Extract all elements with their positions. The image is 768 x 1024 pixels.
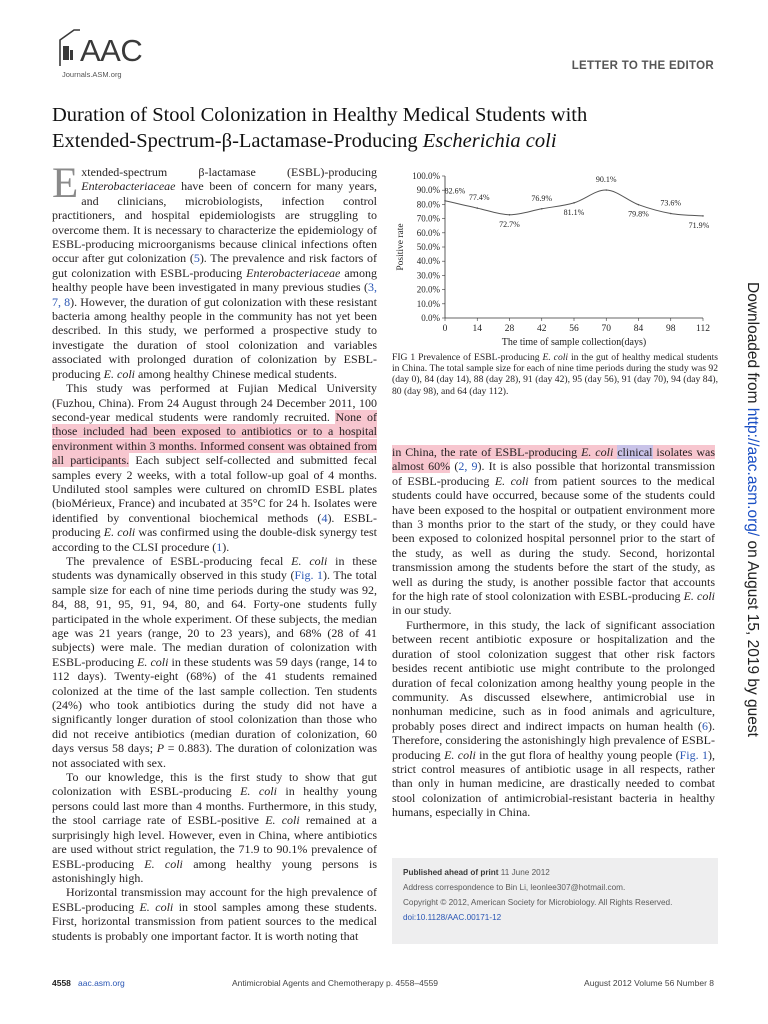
line-chart	[392, 168, 718, 353]
y-tick-label: 0.0%	[421, 313, 440, 323]
reference-link[interactable]: 1	[216, 539, 223, 554]
drop-cap: E	[52, 160, 79, 207]
data-point	[509, 214, 511, 216]
data-label: 76.9%	[531, 193, 553, 203]
copyright-notice: Copyright © 2012, American Society for Microbiology. All Rights Reserved.	[403, 898, 673, 907]
reference-link[interactable]: 2, 9	[458, 459, 478, 474]
data-label: 90.1%	[595, 175, 617, 185]
paragraph: Furthermore, in this study, the lack of significant association between recent antibiotic exposure or hospitalization and the duration of stool colonization suggest that other risk factors besides recent antibiotic use might contribute to the prolonged duration of fecal colonization among healthy young people in the community. As discussed elsewhere, antimicrobial use in nonhuman medicine, such as in food animals and agriculture, probably poses direct and indirect impacts on human health (6). Therefore, considering the astonishingly high prevalence of ESBL-producing E. coli in the gut flora of healthy young people (Fig. 1), strict control measures of antibiotic usage in all respects, rather than only in human medicine, are drastically needed to combat stool colonization of antimicrobial-resistant bacteria in healthy humans, especially in China.	[392, 617, 716, 820]
section-label: LETTER TO THE EDITOR	[571, 60, 714, 72]
logo-subtitle: Journals.ASM.org	[62, 70, 122, 79]
y-tick-label: 60.0%	[416, 227, 440, 238]
title-line-1: Duration of Stool Colonization in Healthy Medical Students with	[52, 104, 588, 126]
publication-info-box	[392, 858, 718, 944]
x-tick-label: 28	[504, 324, 515, 334]
footer-journal: Antimicrobial Agents and Chemotherapy p. 4558–4559	[232, 978, 439, 988]
y-tick-label: 10.0%	[416, 298, 440, 309]
reference-link[interactable]: 5	[193, 251, 200, 266]
doi-link[interactable]: doi:10.1128/AAC.00171-12	[403, 913, 502, 922]
y-tick-label: 80.0%	[416, 199, 440, 210]
data-point	[444, 200, 446, 202]
published-ahead-line: Published ahead of print 11 June 2012	[403, 868, 550, 877]
y-tick-label: 20.0%	[416, 284, 440, 295]
correspondence-address: Address correspondence to Bin Li, leonlee307@hotmail.com.	[403, 883, 626, 892]
reference-link[interactable]: 3, 7, 8	[52, 280, 377, 309]
figure-1	[392, 168, 718, 353]
paragraph: The prevalence of ESBL-producing fecal E. coli in these students was dynamically observed in this study (Fig. 1). The total sample size for each of nine time periods during the study was 92, 84, 88, 91, 95, 91, 94, 80, and 64. Forty-one students fully participated in the whole experiment. Of these subjects, the median age was 21 years (range, 20 to 23 years), and 68% (28 of 41 subjects) were male. The median duration of colonization with ESBL-producing E. coli in these students was 59 days (range, 14 to 112 days). Twenty-eight (68%) of the 41 students remained colonized at the time of the last sample collection. Ten students (24%) who took antibiotics during the study did not have a significantly longer duration of stool colonization than those who did not receive antibiotics (median duration of colonization, 60 days versus 58 days; P = 0.883). The duration of colonization was not associated with sex.	[52, 553, 377, 770]
data-label: 81.1%	[563, 207, 585, 217]
x-tick-label: 0	[442, 324, 448, 334]
footer-left	[52, 978, 125, 988]
footer-issue: August 2012 Volume 56 Number 8	[584, 978, 714, 988]
figure-caption: FIG 1 Prevalence of ESBL-producing E. coli in the gut of healthy medical students in China. The total sample size for each of nine time periods during the study was 92 (day 0), 84 (day 14), 88 (day 28), 91 (day 42), 95 (day 56), 91 (day 70), 94 (day 84), 80 (day 98), and 64 (day 112).	[392, 352, 719, 397]
x-tick-label: 70	[601, 324, 611, 334]
x-tick-label: 84	[633, 324, 644, 334]
data-point	[638, 204, 640, 206]
y-tick-label: 40.0%	[416, 256, 440, 267]
data-label: 73.6%	[660, 198, 682, 208]
x-tick-label: 56	[569, 324, 579, 334]
logo-bracket-icon	[52, 26, 82, 70]
data-label: 71.9%	[688, 220, 710, 230]
y-tick-label: 100.0%	[412, 171, 440, 181]
left-column	[52, 160, 378, 943]
data-point	[476, 207, 478, 209]
paragraph: in China, the rate of ESBL-producing E. coli clinical isolates was almost 60% (2, 9). It is also possible that horizontal transmission of ESBL-producing E. coli from patient sources to the medical students could have occurred, because some of the students could have been exposed to the hospital or outpatient environment more than 3 months prior to the start of the study, or they could have been exposed to colonized hospital personnel prior to the start of the study, as well as during the study. Second, horizontal transmission among the students before the start of the study, as well as during the study, is another possible factor that accounts for the high rate of stool colonization with ESBL-producing E. coli in our study.	[392, 445, 716, 618]
paragraph: Horizontal transmission may account for the high prevalence of ESBL-producing E. coli in stool samples among these students. First, horizontal transmission from patient sources to the medical students is probably one important factor. It is worth noting that	[52, 885, 377, 943]
page-number: 4558	[52, 978, 71, 988]
title-line-2: Extended-Spectrum-β-Lactamase-Producing Escherichia coli	[52, 130, 557, 152]
highlighted-word: clinical	[617, 445, 653, 459]
article-title	[52, 102, 712, 154]
data-point	[702, 215, 704, 217]
download-notice: Downloaded from http://aac.asm.org/ on August 15, 2019 by guest	[744, 282, 761, 737]
data-point	[541, 208, 543, 210]
data-label: 77.4%	[468, 193, 490, 203]
caption-label: FIG 1	[392, 352, 416, 363]
highlighted-text: None of those included had been exposed to antibiotics or to a hospital environment within 3 months. Informed consent was obtained from all participants.	[52, 409, 377, 468]
x-tick-label: 112	[696, 324, 710, 334]
right-column	[392, 445, 715, 820]
x-axis-title: The time of sample collection(days)	[501, 337, 647, 348]
figure-link[interactable]: Fig. 1	[679, 747, 709, 762]
data-point	[573, 202, 575, 204]
journal-logo	[52, 26, 142, 82]
data-label: 79.8%	[628, 209, 649, 219]
reference-link[interactable]: 6	[702, 718, 708, 733]
x-tick-label: 98	[666, 324, 676, 334]
x-tick-label: 42	[537, 324, 547, 334]
y-axis-title: Positive rate	[396, 223, 406, 271]
download-link[interactable]: http://aac.asm.org/	[744, 407, 761, 537]
data-label: 72.7%	[499, 219, 520, 229]
paragraph: To our knowledge, this is the first study to show that gut colonization with ESBL-producing E. coli in healthy young persons could last more than 4 months. Furthermore, in this study, the stool carriage rate of ESBL-positive E. coli remained at a surprisingly high level. However, even in China, where antibiotics are used without strict regulation, the 71.9 to 90.1% prevalence of ESBL-producing E. coli among healthy young persons is astonishingly high.	[52, 770, 378, 885]
data-point	[670, 213, 672, 215]
download-watermark	[741, 282, 761, 802]
paragraph: This study was performed at Fujian Medical University (Fuzhou, China). From 24 August through 24 December 2011, 100 second-year medical students were randomly recruited. None of those included had been exposed to antibiotics or to a hospital environment within 3 months. Informed consent was obtained from all participants. Each subject self-collected and submitted fecal samples every 2 weeks, with a total follow-up goal of 4 months. Undiluted stool samples were cultured on chromID ESBL plates (bioMérieux, France) and incubated at 35°C for 24 h. Isolates were identified by conventional biochemical methods (4). ESBL-producing E. coli was confirmed using the double-disk synergy test according to the CLSI procedure (1).	[52, 381, 377, 554]
y-tick-label: 70.0%	[416, 213, 440, 224]
y-tick-label: 30.0%	[416, 270, 440, 281]
y-tick-label: 90.0%	[416, 185, 440, 196]
figure-link[interactable]: Fig. 1	[294, 568, 324, 583]
data-point	[605, 189, 607, 191]
site-link[interactable]: aac.asm.org	[78, 978, 125, 988]
reference-link[interactable]: 4	[321, 510, 328, 525]
data-label: 82.6%	[444, 186, 466, 196]
paragraph: Extended-spectrum β-lactamase (ESBL)-producing Enterobacteriaceae have been of concern for many years, and clinicians, microbiologists, infection control practitioners, and hospital epidemiologists are struggling to overcome them. It is necessary to characterize the epidemiology of ESBL-producing microorganisms because clinical infections often occur after gut colonization (5). The prevalence and risk factors of gut colonization with ESBL-producing Enterobacteriaceae among healthy people have been investigated in many previous studies (3, 7, 8). However, the duration of gut colonization with these resistant bacteria among healthy people in the community has not yet been described. In this study, we performed a prospective study to investigate the duration of stool colonization and variables associated with prolonged duration of colonization by ESBL-producing E. coli among healthy Chinese medical students.	[52, 160, 377, 381]
highlighted-text: in China, the rate of ESBL-producing E. coli clinical isolates was almost 60%	[392, 445, 715, 474]
x-tick-label: 14	[472, 324, 482, 334]
y-tick-label: 50.0%	[416, 242, 440, 252]
logo-text: AAC	[80, 33, 143, 68]
